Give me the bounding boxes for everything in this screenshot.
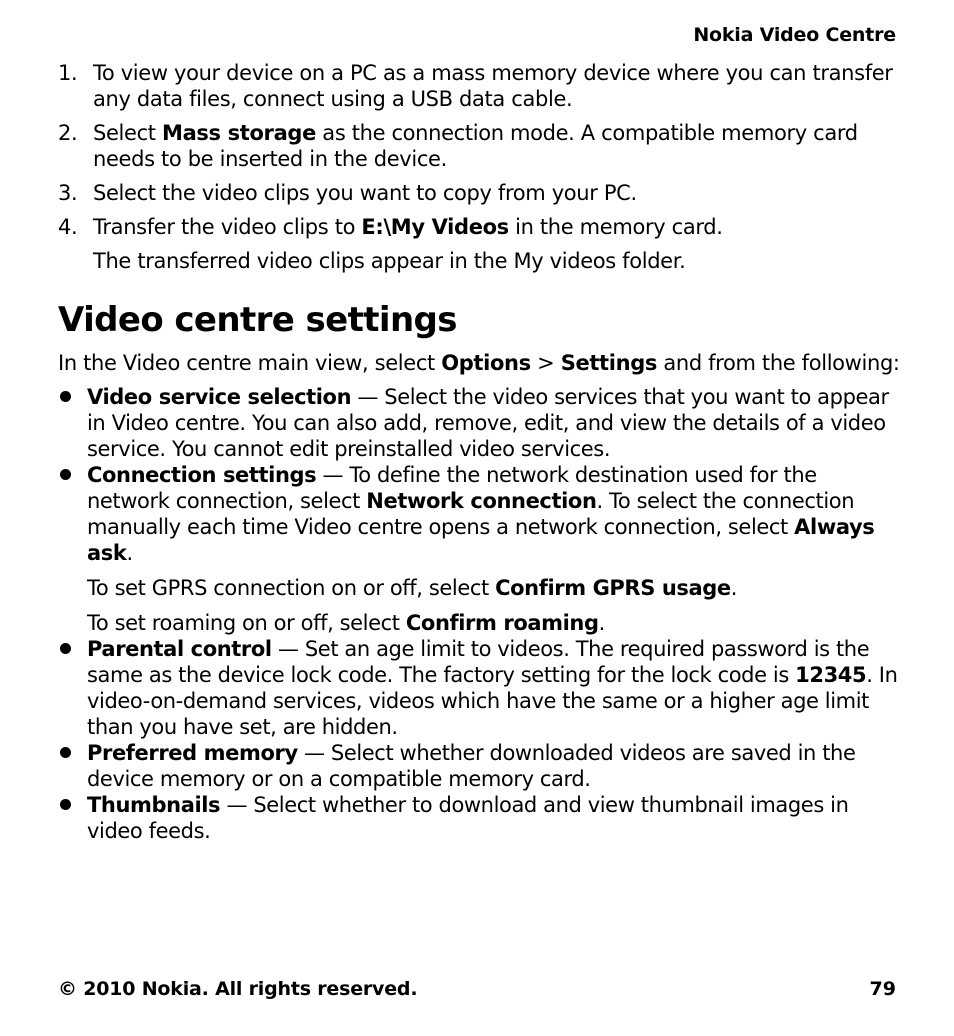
bullet-icon	[60, 391, 71, 402]
setting-term-lock-code: 12345	[795, 663, 867, 687]
list-item-step-3	[58, 180, 898, 206]
step-number: 4.	[58, 215, 78, 239]
intro-text-pre: In the Video centre main view, select	[58, 351, 442, 375]
list-item-video-service-selection	[58, 384, 903, 462]
step-text: Select the video clips you want to copy from your PC.	[93, 181, 637, 205]
step-number: 2.	[58, 121, 78, 145]
step-4-note: The transferred video clips appear in the My videos folder.	[93, 249, 686, 273]
setting-description-post: .	[126, 541, 133, 565]
list-item-step-1	[58, 60, 898, 112]
setting-description-mid: . To select the connection manually each time Video centre opens a network connection, select	[87, 489, 855, 539]
intro-text-post: and from the following:	[657, 351, 900, 375]
bullet-icon	[60, 643, 71, 654]
list-item-preferred-memory	[58, 740, 903, 792]
setting-name: Parental control	[87, 637, 272, 661]
running-header: Nokia Video Centre	[693, 24, 896, 46]
step-text-post: as the connection mode. A compatible memory card needs to be inserted in the device.	[93, 121, 858, 171]
step-number: 3.	[58, 181, 78, 205]
setting-term-confirm-roaming: Confirm roaming	[405, 611, 599, 635]
step-text-pre: Transfer the video clips to	[93, 215, 362, 239]
step-text-pre: Select	[93, 121, 163, 145]
intro-separator: >	[530, 351, 561, 375]
setting-main-text	[87, 462, 903, 566]
setting-description: — Select the video services that you want to appear in Video centre. You can also add, remove, edit, and view the details of a video service. You cannot edit preinstalled video services.	[87, 385, 889, 461]
list-item-connection-settings	[58, 462, 903, 636]
settings-list	[58, 384, 903, 844]
page-number: 79	[869, 978, 896, 1000]
setting-extra-roaming	[87, 610, 903, 636]
setting-name: Thumbnails	[87, 793, 221, 817]
setting-name: Connection settings	[87, 463, 317, 487]
intro-term-settings: Settings	[560, 351, 658, 375]
extra-text-post: .	[598, 611, 605, 635]
setting-description: — Select whether downloaded videos are saved in the device memory or on a compatible memory card.	[87, 741, 856, 791]
setting-name: Preferred memory	[87, 741, 298, 765]
step-term-mass-storage: Mass storage	[162, 121, 316, 145]
bullet-icon	[60, 799, 71, 810]
setting-description-post: . In video-on-demand services, videos which have the same or a higher age limit than you have set, are hidden.	[87, 663, 898, 739]
list-item-thumbnails	[58, 792, 903, 844]
setting-term-network-connection: Network connection	[366, 489, 597, 513]
setting-description: — Select whether to download and view thumbnail images in video feeds.	[87, 793, 849, 843]
section-intro	[58, 350, 908, 376]
step-text-post: in the memory card.	[508, 215, 723, 239]
extra-text-post: .	[730, 576, 738, 600]
setting-description-pre: — To define the network destination used for the network connection, select	[87, 463, 817, 513]
step-number: 1.	[58, 61, 78, 85]
bullet-icon	[60, 469, 71, 480]
setting-name: Video service selection	[87, 385, 352, 409]
list-item-parental-control	[58, 636, 903, 740]
bullet-icon	[60, 747, 71, 758]
setting-description-pre: — Set an age limit to videos. The required password is the same as the device lock code. The factory setting for the lock code is	[87, 637, 870, 687]
extra-text-pre: To set GPRS connection on or off, select	[87, 576, 496, 600]
list-item-step-2	[58, 120, 898, 172]
step-term-folder-path: E:\My Videos	[361, 215, 509, 239]
section-heading: Video centre settings	[58, 300, 457, 340]
steps-list	[58, 60, 898, 274]
setting-term-confirm-gprs: Confirm GPRS usage	[495, 576, 731, 600]
extra-text-pre: To set roaming on or off, select	[87, 611, 406, 635]
step-text: To view your device on a PC as a mass memory device where you can transfer any data files, connect using a USB data cable.	[93, 61, 893, 111]
intro-term-options: Options	[441, 351, 531, 375]
setting-extra-gprs	[87, 575, 903, 601]
setting-term-always-ask: Always ask	[87, 515, 875, 565]
copyright-notice: © 2010 Nokia. All rights reserved.	[58, 978, 418, 1000]
list-item-step-4	[58, 214, 898, 240]
